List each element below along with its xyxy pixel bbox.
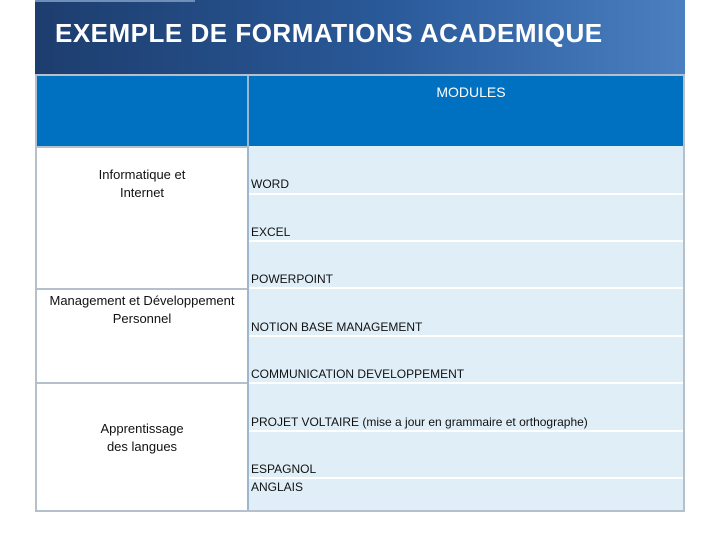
module-item: ESPAGNOL bbox=[251, 462, 317, 476]
row-divider bbox=[249, 430, 683, 432]
title-bar bbox=[35, 0, 685, 74]
category-langues bbox=[37, 420, 247, 456]
category-line: des langues bbox=[106, 439, 178, 454]
category-line: Personnel bbox=[112, 311, 172, 326]
column-divider bbox=[247, 146, 249, 510]
category-line: Apprentissage bbox=[100, 421, 184, 436]
module-item: ANGLAIS bbox=[251, 480, 304, 494]
title-corner-decoration bbox=[35, 0, 195, 8]
category-line: Informatique et bbox=[98, 167, 186, 182]
category-line: Internet bbox=[119, 185, 165, 200]
module-item: EXCEL bbox=[251, 225, 291, 239]
page-title: EXEMPLE DE FORMATIONS ACADEMIQUE bbox=[55, 18, 603, 48]
row-divider bbox=[249, 287, 683, 289]
row-divider bbox=[37, 382, 247, 384]
row-divider bbox=[249, 193, 683, 195]
row-divider bbox=[249, 477, 683, 479]
module-item: PROJET VOLTAIRE (mise a jour en grammaire et orthographe) bbox=[251, 415, 588, 429]
row-divider bbox=[249, 382, 683, 384]
row-divider bbox=[249, 335, 683, 337]
formations-table bbox=[35, 74, 685, 512]
module-item: COMMUNICATION DEVELOPPEMENT bbox=[251, 367, 465, 381]
row-divider bbox=[37, 288, 247, 290]
row-divider bbox=[249, 240, 683, 242]
modules-header: MODULES bbox=[436, 84, 506, 100]
category-informatique bbox=[37, 166, 247, 202]
row-divider bbox=[37, 146, 247, 148]
category-line: Management et Développement bbox=[49, 293, 235, 308]
module-item: WORD bbox=[251, 177, 289, 191]
table-header bbox=[37, 74, 683, 146]
module-item: NOTION BASE MANAGEMENT bbox=[251, 320, 423, 334]
module-item: POWERPOINT bbox=[251, 272, 334, 286]
category-management bbox=[37, 292, 247, 328]
